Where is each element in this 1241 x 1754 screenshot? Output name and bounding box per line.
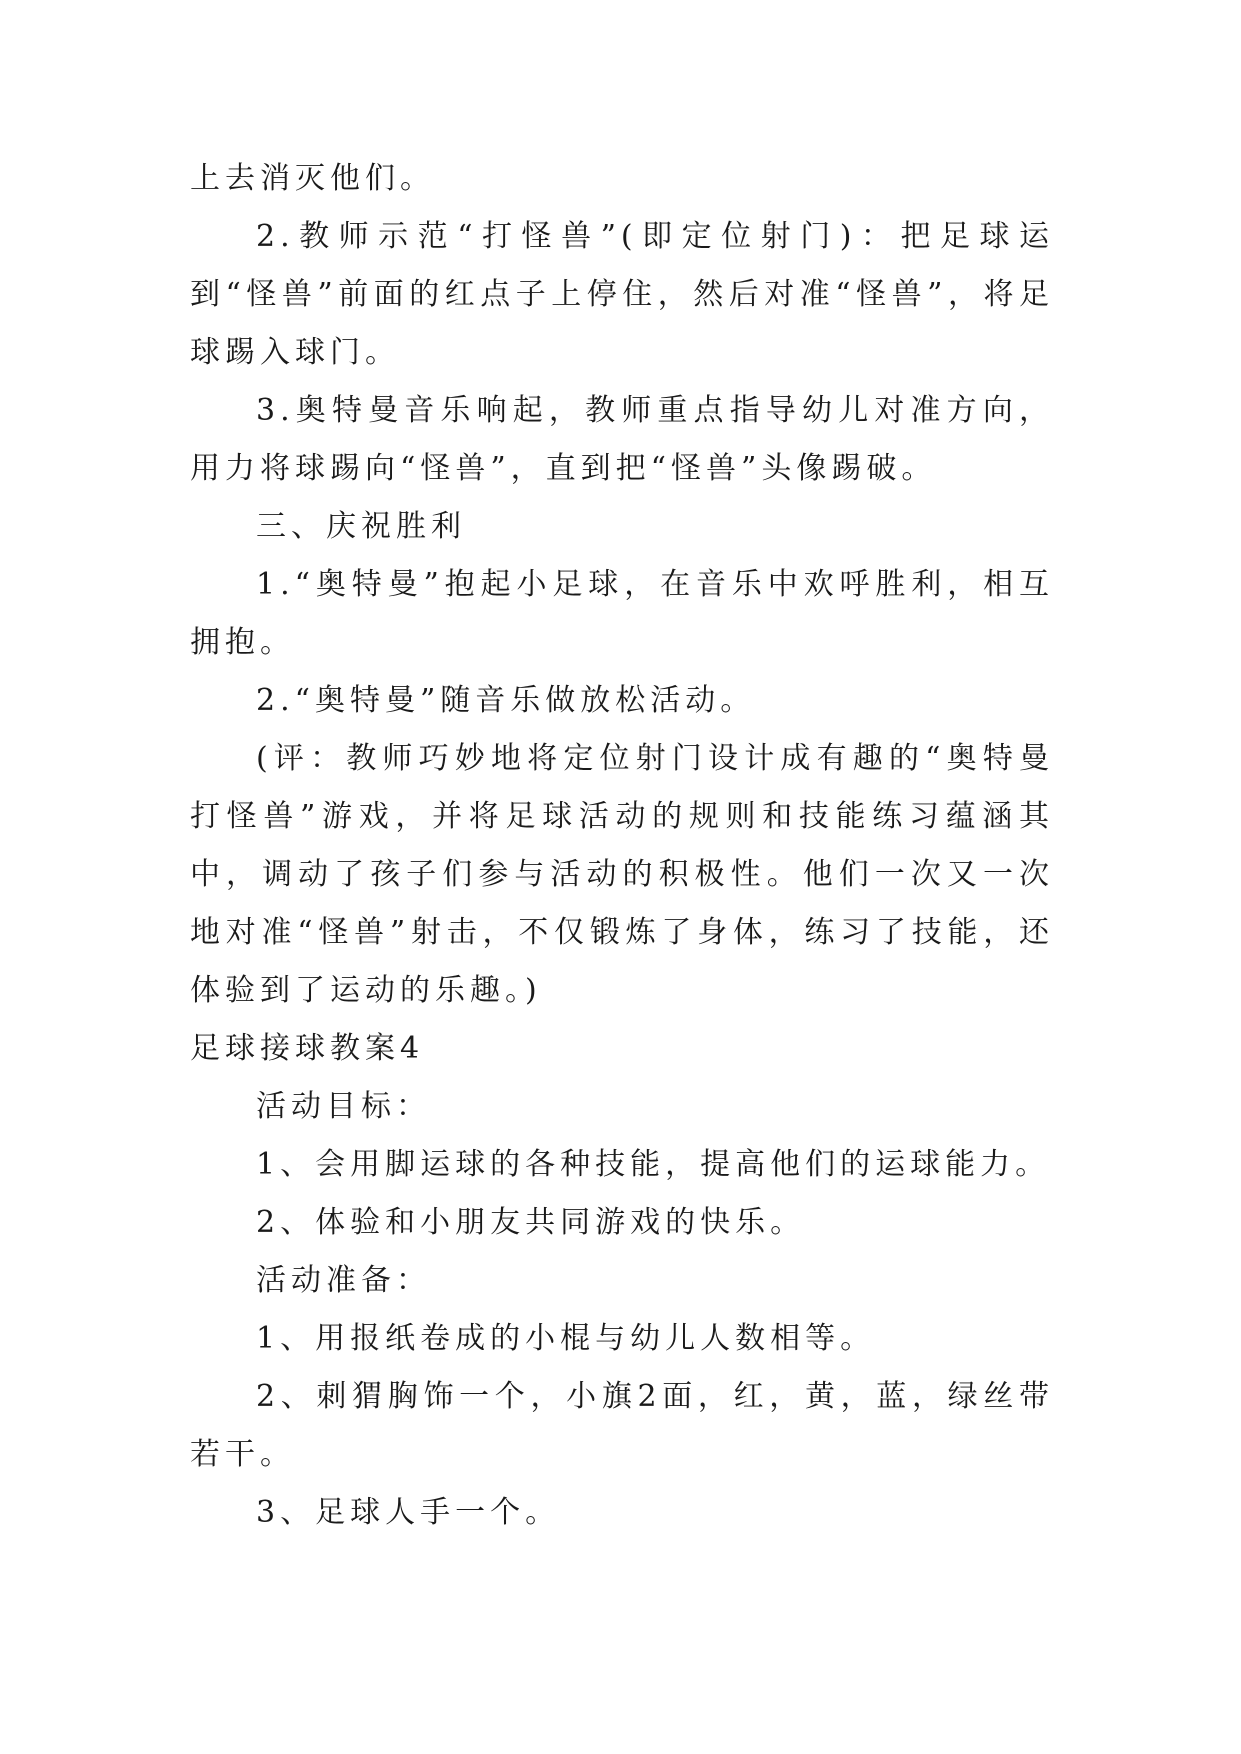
document-body (190, 150, 1054, 1542)
preparation-item-1: 1、用报纸卷成的小棍与幼儿人数相等。 (256, 1321, 876, 1356)
heading-activity-preparation: 活动准备： (256, 1263, 431, 1298)
preparation-item-3: 3、足球人手一个。 (256, 1495, 561, 1530)
paragraph-continuation: 上去消灭他们。 (190, 161, 435, 196)
paragraph-celebrate-1: 1.“奥特曼”抱起小足球，在音乐中欢呼胜利，相互拥抱。 (190, 567, 1054, 660)
heading-activity-goals: 活动目标： (256, 1089, 431, 1124)
paragraph-ultraman-music: 3.奥特曼音乐响起，教师重点指导幼儿对准方向，用力将球踢向“怪兽”，直到把“怪兽”头像踢破。 (190, 393, 1054, 486)
paragraph-teacher-demo: 2.教师示范“打怪兽”(即定位射门)：把足球运到“怪兽”前面的红点子上停住，然后对准“怪兽”，将足球踢入球门。 (190, 219, 1054, 370)
goal-item-2: 2、体验和小朋友共同游戏的快乐。 (256, 1205, 806, 1240)
section-heading-celebrate: 三、庆祝胜利 (256, 509, 466, 544)
goal-item-1: 1、会用脚运球的各种技能，提高他们的运球能力。 (256, 1147, 1051, 1182)
preparation-item-2: 2、刺猬胸饰一个，小旗2面，红，黄，蓝，绿丝带若干。 (190, 1379, 1054, 1472)
paragraph-commentary: (评：教师巧妙地将定位射门设计成有趣的“奥特曼打怪兽”游戏，并将足球活动的规则和技能练习蕴涵其中，调动了孩子们参与活动的积极性。他们一次又一次地对准“怪兽”射击，不仅锻炼了身体，练习了技能，还体验到了运动的乐趣。) (190, 741, 1054, 1008)
paragraph-celebrate-2: 2.“奥特曼”随音乐做放松活动。 (256, 683, 756, 718)
lesson-plan-title: 足球接球教案4 (190, 1031, 425, 1066)
